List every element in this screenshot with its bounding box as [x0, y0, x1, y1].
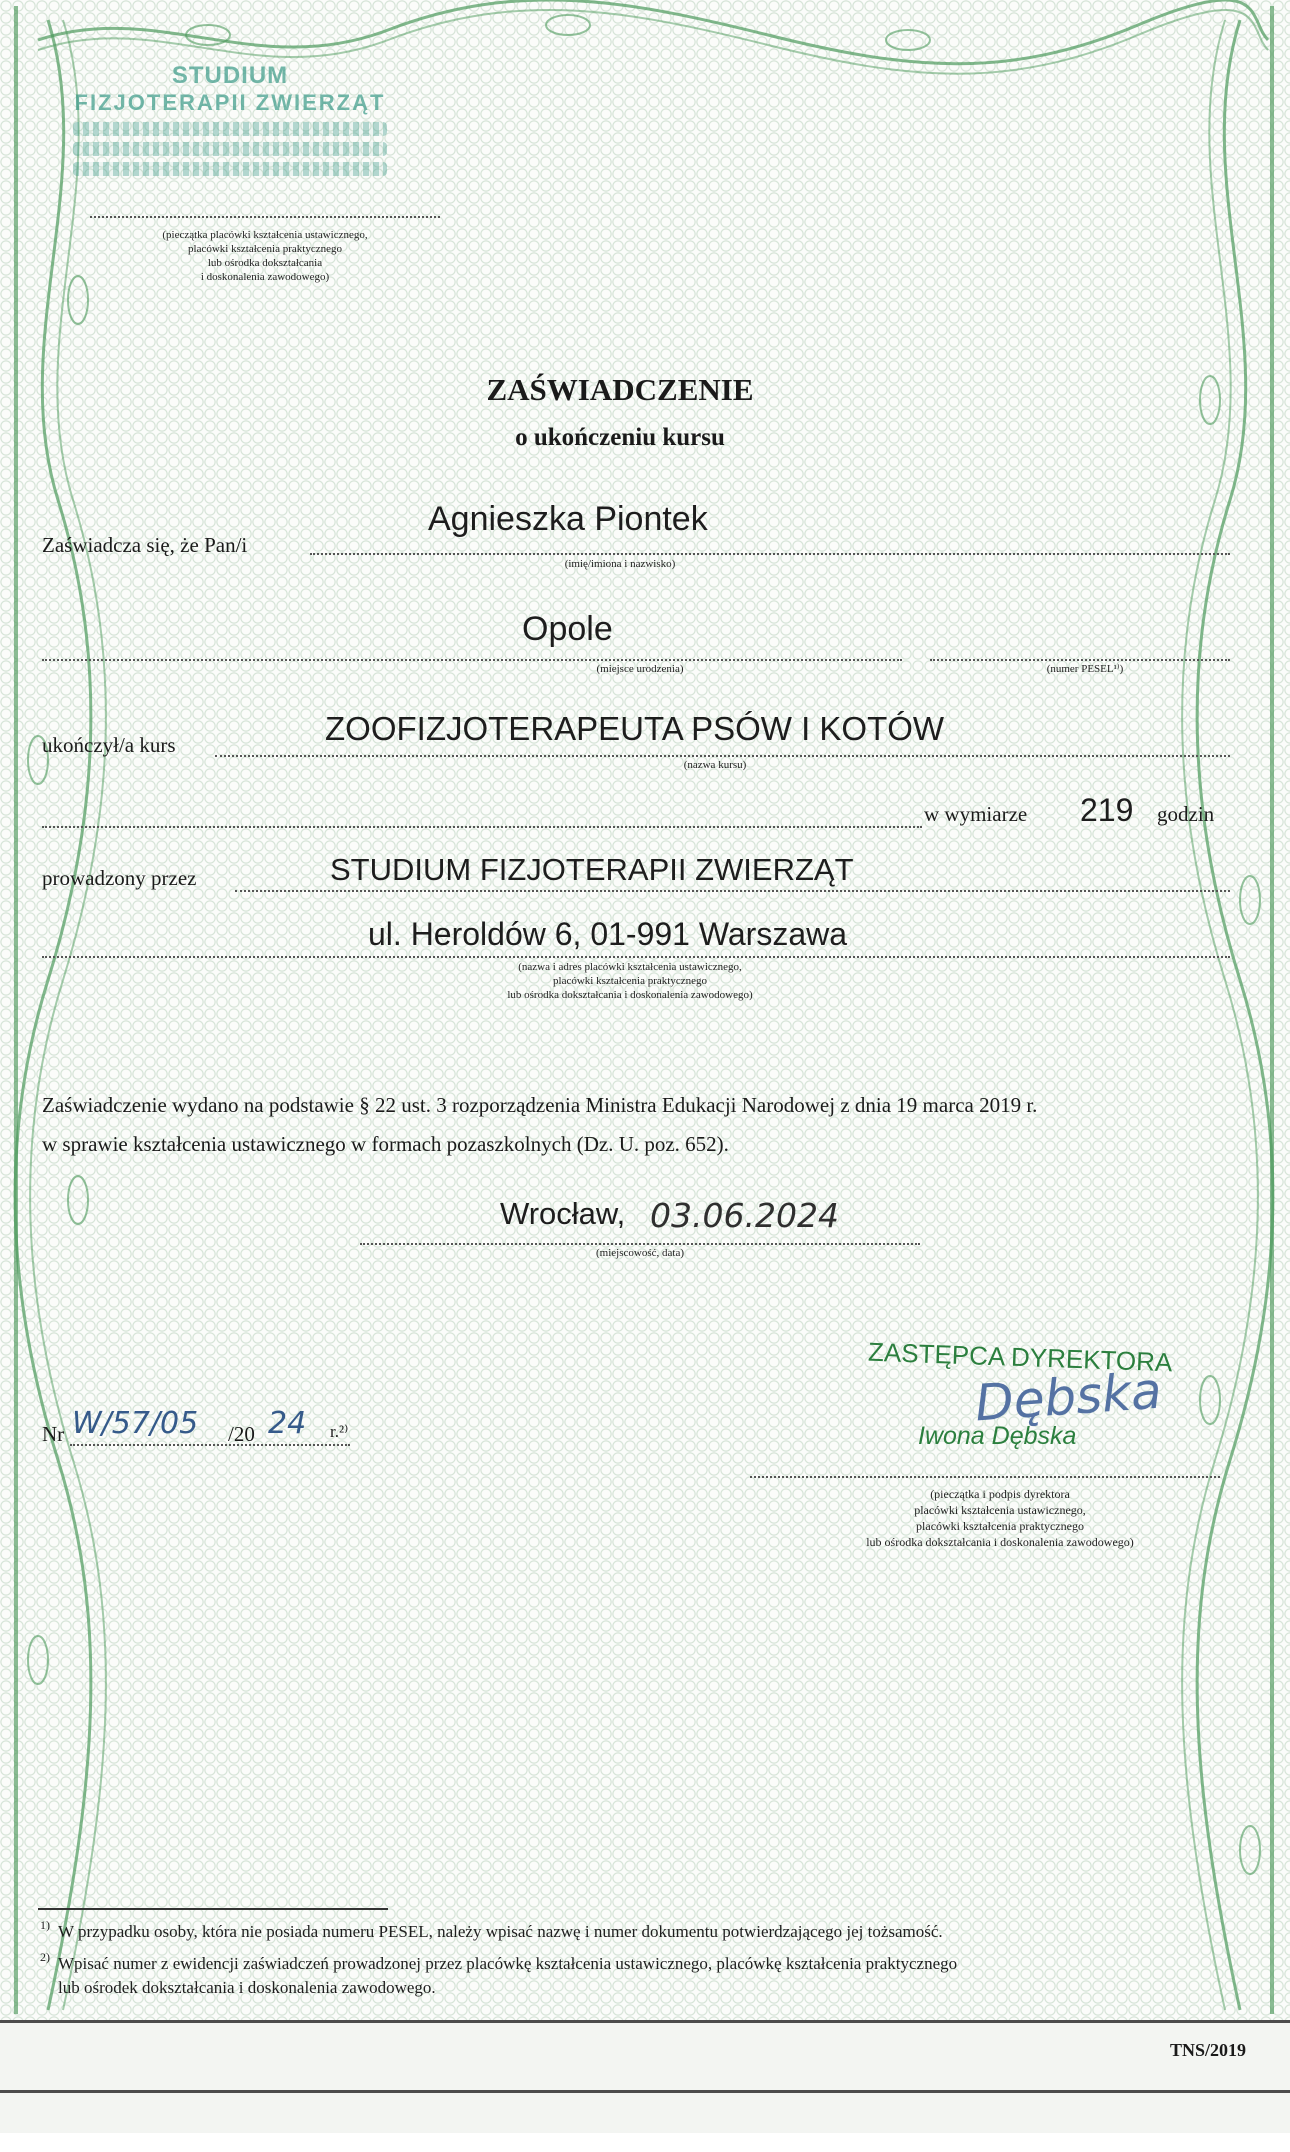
course-label: ukończył/a kurs	[42, 733, 176, 757]
provider-dotted-line	[235, 890, 1230, 892]
hours-suffix: godzin	[1157, 802, 1215, 826]
place-date-dotted-line	[360, 1243, 920, 1245]
number-year-prefix: /20	[228, 1422, 255, 1446]
number-year: 24	[268, 1406, 307, 1441]
bottom-line	[0, 2090, 1290, 2093]
stamp-caption-line: lub ośrodka dokształcania	[207, 257, 323, 269]
provider-address: ul. Heroldów 6, 01-991 Warszawa	[368, 916, 848, 952]
school-stamp	[55, 62, 405, 182]
stamp-caption-line: (pieczątka placówki kształcenia ustawicznego,	[162, 229, 368, 241]
form-code: TNS/2019	[1170, 2040, 1247, 2060]
stamp-caption-line: i doskonalenia zawodowego)	[200, 271, 330, 283]
document-title: ZAŚWIADCZENIE	[486, 372, 754, 407]
hours-prefix: w wymiarze	[924, 802, 1028, 826]
person-name: Agnieszka Piontek	[428, 500, 708, 538]
school-stamp-line1: STUDIUM	[171, 62, 289, 89]
signature-caption	[790, 1486, 1210, 1550]
person-label: Zaświadcza się, że Pan/i	[42, 533, 248, 557]
school-stamp-address-blur	[73, 122, 387, 136]
school-stamp-address-blur	[73, 162, 387, 176]
issue-city: Wrocław,	[500, 1196, 626, 1231]
issue-date: 03.06.2024	[650, 1196, 839, 1235]
course-hours: 219	[1080, 792, 1134, 828]
birth-place: Opole	[522, 610, 613, 648]
birth-place-caption: (miejsce urodzenia)	[596, 663, 684, 675]
pesel-dotted-line	[930, 659, 1230, 661]
stamp-caption	[75, 228, 455, 284]
footnote-mark-1: 1)	[40, 1918, 50, 1932]
signature-role-stamp: ZASTĘPCA DYREKTORA	[867, 1336, 1173, 1378]
place-date-caption: (miejscowość, data)	[596, 1247, 684, 1259]
footnote-1: W przypadku osoby, która nie posiada numeru PESEL, należy wpisać nazwę i numer dokumentu potwierdzającego jej tożsamość.	[58, 1922, 943, 1941]
person-dotted-line	[310, 553, 1230, 555]
footnote-separator	[38, 1908, 388, 1910]
signature-caption-line: lub ośrodka dokształcania i doskonalenia zawodowego)	[866, 1535, 1134, 1549]
school-stamp-line2: FIZJOTERAPII ZWIERZĄT	[74, 90, 386, 115]
stamp-dotted-line	[90, 216, 440, 218]
pesel-caption: (numer PESEL¹⁾)	[1046, 663, 1124, 675]
signature-caption-line: (pieczątka i podpis dyrektora	[930, 1487, 1070, 1501]
footnote-mark-2: 2)	[40, 1950, 50, 1964]
document-subtitle: o ukończeniu kursu	[515, 424, 725, 451]
birth-dotted-line	[42, 659, 902, 661]
course-name-caption: (nazwa kursu)	[683, 759, 747, 771]
signature-dotted-line	[750, 1476, 1220, 1478]
number-prefix: Nr	[42, 1422, 65, 1446]
legal-basis	[42, 1086, 1242, 1164]
course-name: ZOOFIZJOTERAPEUTA PSÓW I KOTÓW	[325, 710, 945, 747]
school-stamp-address-blur	[73, 142, 387, 156]
signature-scribble: Dębska	[973, 1361, 1164, 1433]
stamp-caption-line: placówki kształcenia praktycznego	[188, 243, 342, 255]
course-second-dotted-line	[42, 826, 922, 828]
certificate-number: W/57/05	[72, 1406, 199, 1441]
number-suffix: r.²⁾	[330, 1422, 349, 1441]
signature-name: Iwona Dębska	[918, 1422, 1077, 1450]
signature-caption-line: placówki kształcenia praktycznego	[916, 1519, 1084, 1533]
provider-caption-line: placówki kształcenia praktycznego	[553, 975, 707, 987]
provider-caption-line: (nazwa i adres placówki kształcenia ustawicznego,	[518, 961, 742, 973]
footnote-2: Wpisać numer z ewidencji zaświadczeń prowadzonej przez placówkę kształcenia ustawicznego, placówkę kształcenia praktycznego	[58, 1954, 958, 1973]
footnote-2-cont: lub ośrodek dokształcania i doskonalenia zawodowego.	[58, 1978, 436, 1997]
provider-caption	[400, 960, 860, 1002]
provider-name: STUDIUM FIZJOTERAPII ZWIERZĄT	[330, 852, 854, 887]
provider-caption-line: lub ośrodka dokształcania i doskonalenia zawodowego)	[507, 989, 753, 1001]
bottom-margin	[0, 2020, 1290, 2133]
legal-basis-line: w sprawie kształcenia ustawicznego w formach pozaszkolnych (Dz. U. poz. 652).	[42, 1132, 729, 1156]
legal-basis-line: Zaświadczenie wydano na podstawie § 22 ust. 3 rozporządzenia Ministra Edukacji Narodowej z dnia 19 marca 2019 r.	[42, 1093, 1038, 1117]
signature-caption-line: placówki kształcenia ustawicznego,	[914, 1503, 1086, 1517]
person-name-caption: (imię/imiona i nazwisko)	[564, 558, 676, 570]
number-dotted-line	[70, 1444, 350, 1446]
provider-address-dotted-line	[42, 956, 1230, 958]
course-dotted-line	[215, 755, 1230, 757]
provider-label: prowadzony przez	[42, 866, 197, 890]
